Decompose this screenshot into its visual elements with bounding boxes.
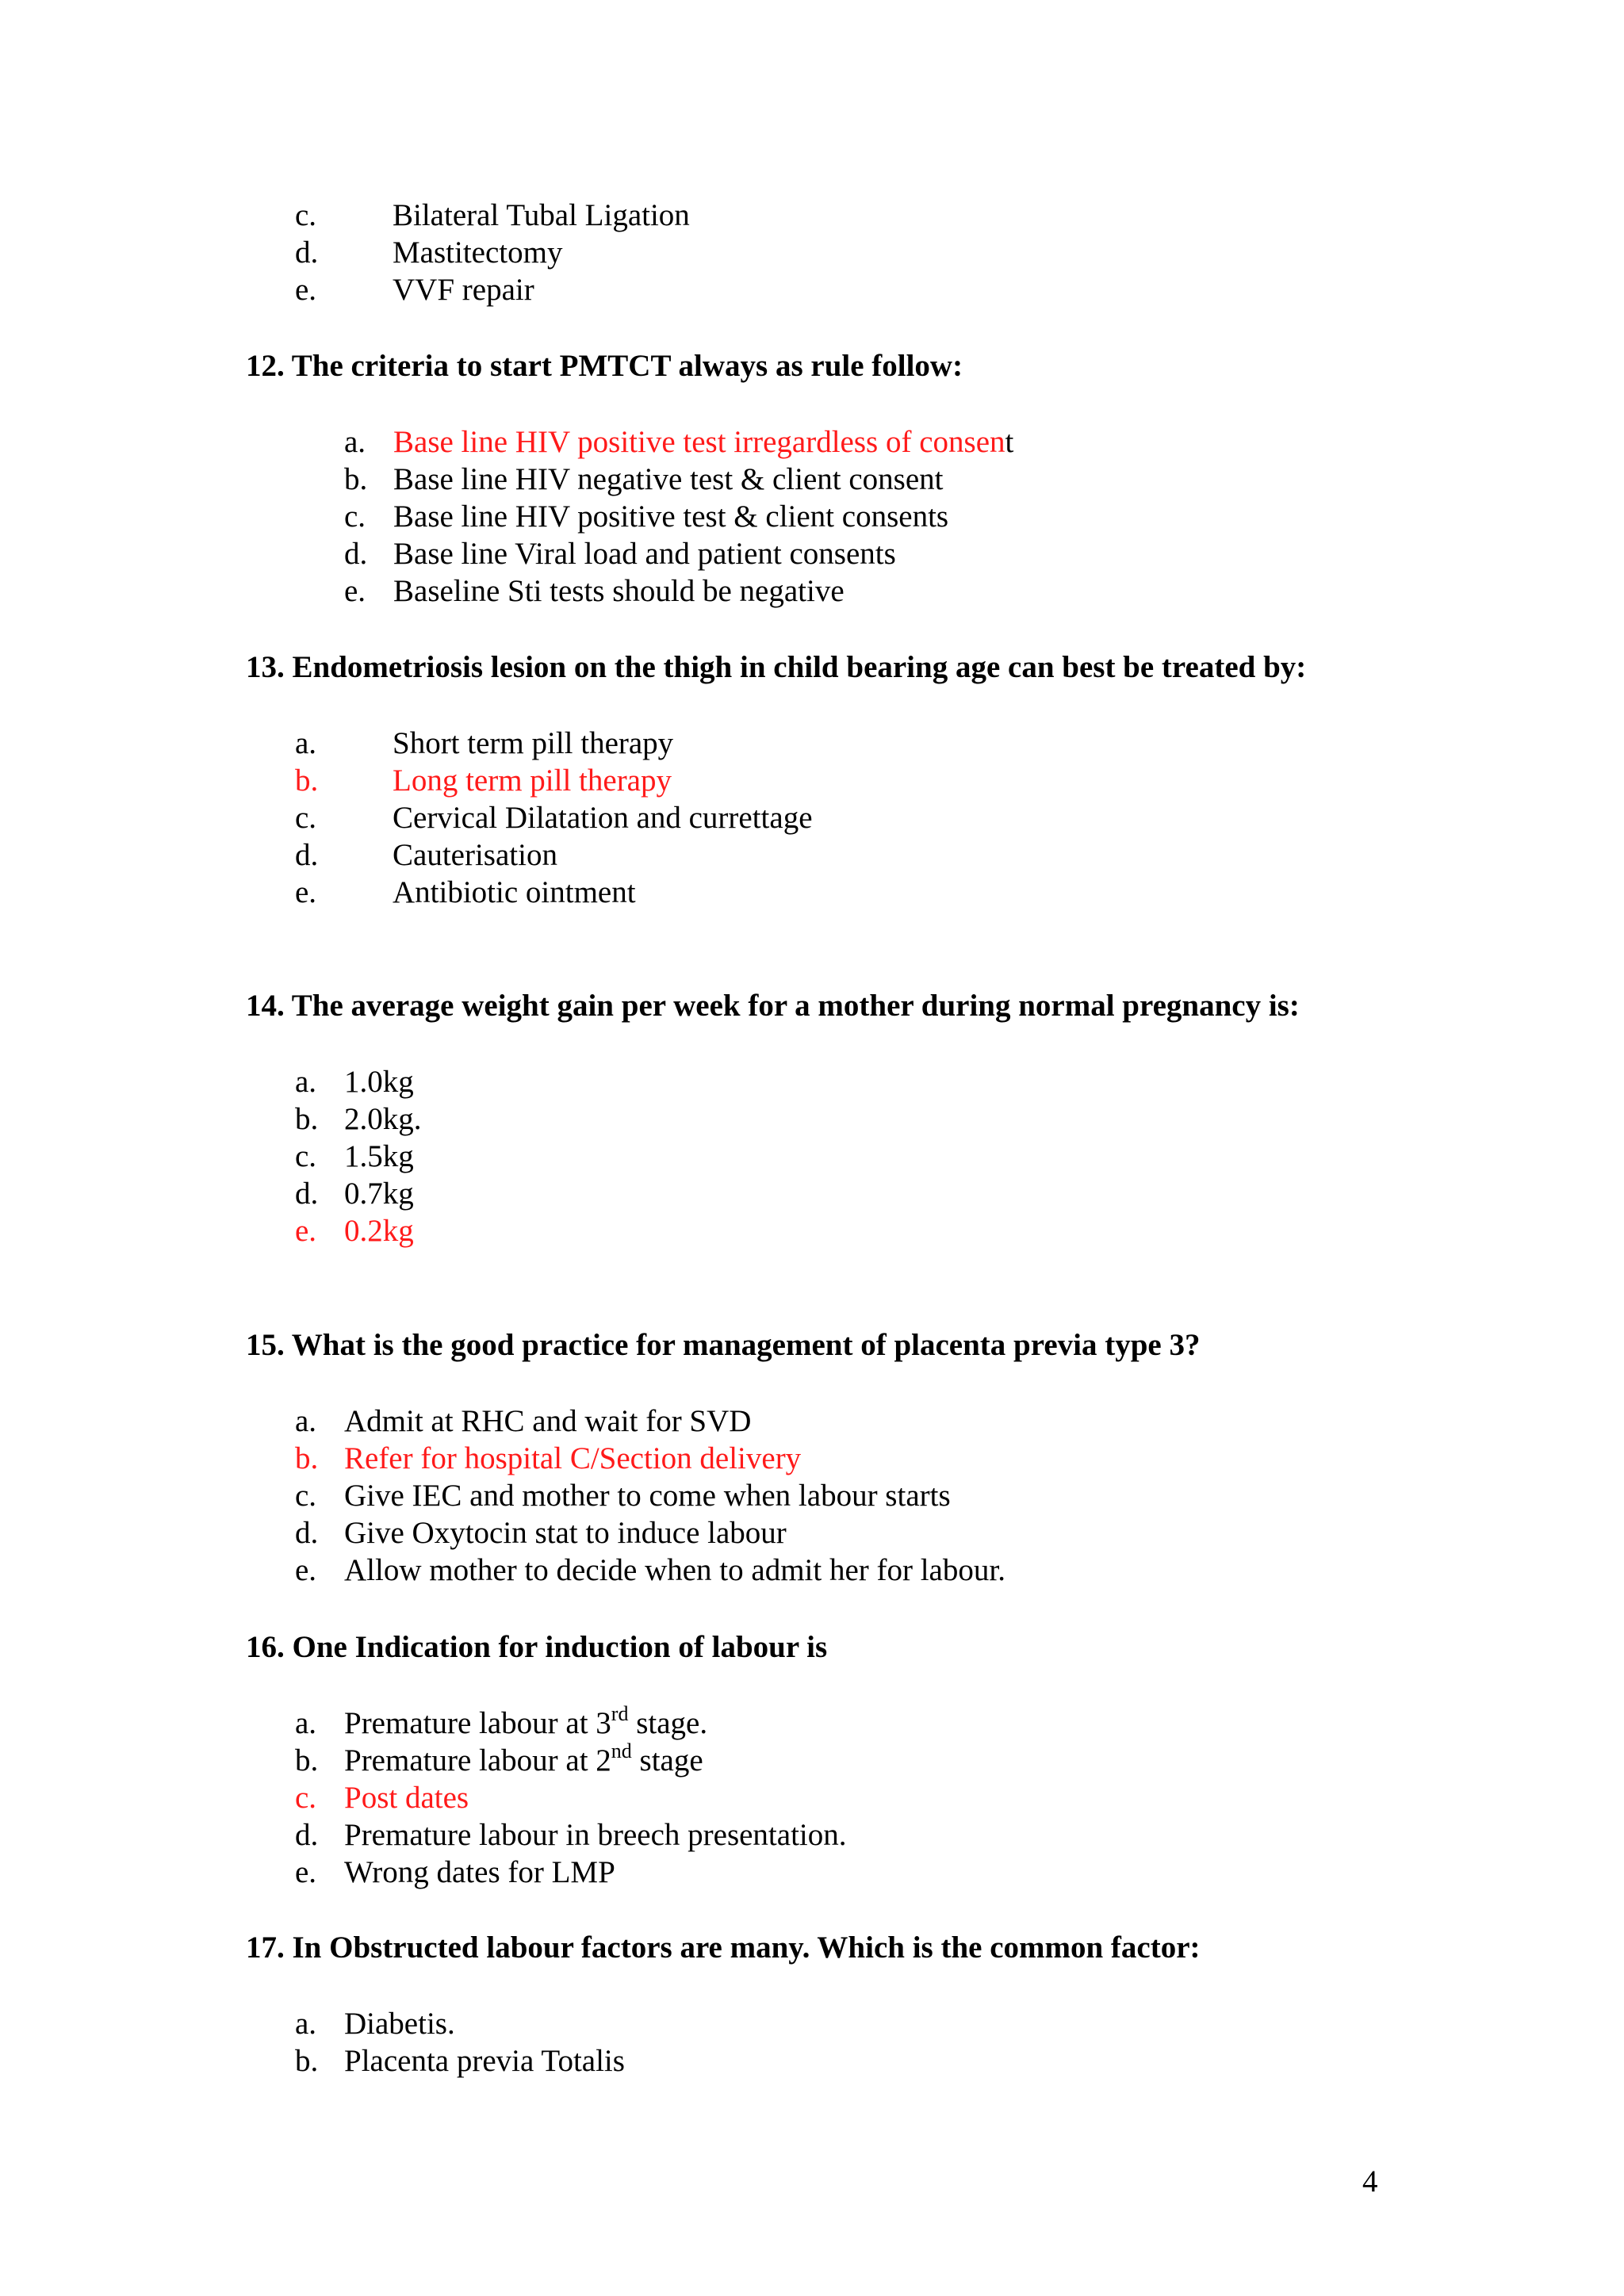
option-text: 2.0kg.	[344, 1102, 422, 1136]
question-14: 14. The average weight gain per week for a mother during normal pregnancy is:	[246, 989, 1300, 1023]
option-letter: c.	[295, 198, 317, 232]
option-letter: a.	[295, 1404, 317, 1438]
option-text: Base line HIV positive test & client consents	[393, 499, 949, 534]
option-text: Bilateral Tubal Ligation	[393, 198, 690, 232]
option-letter: a.	[295, 1065, 317, 1099]
option-letter: b.	[295, 763, 319, 798]
option-letter: c.	[295, 1139, 317, 1173]
question-12: 12. The criteria to start PMTCT always as rule follow:	[246, 349, 963, 383]
option-letter: a.	[344, 425, 366, 459]
option-text: VVF repair	[393, 273, 534, 307]
option-text: 1.5kg	[344, 1139, 414, 1173]
ordinal-suffix: rd	[611, 1702, 629, 1725]
option-letter: e.	[344, 574, 366, 608]
correct-answer-text: Base line HIV positive test irregardless of consen	[393, 425, 1005, 459]
question-13: 13. Endometriosis lesion on the thigh in child bearing age can best be treated by:	[246, 650, 1307, 684]
option-text: 0.7kg	[344, 1177, 414, 1211]
option-letter: b.	[295, 2044, 319, 2078]
option-letter: e.	[295, 1553, 317, 1587]
option-text-tail: stage.	[628, 1706, 708, 1740]
correct-answer-text: Long term pill therapy	[393, 763, 672, 798]
option-text: Cauterisation	[393, 838, 557, 872]
option-text-tail: t	[1005, 425, 1014, 459]
question-16: 16. One Indication for induction of labour is	[246, 1630, 828, 1664]
option-text: Allow mother to decide when to admit her for labour.	[344, 1553, 1005, 1587]
option-letter: d.	[295, 1177, 319, 1211]
correct-answer-text: 0.2kg	[344, 1214, 414, 1248]
option-letter: c.	[295, 801, 317, 835]
option-text: Premature labour in breech presentation.	[344, 1818, 847, 1852]
option-text: Base line Viral load and patient consents	[393, 537, 896, 571]
option-letter: b.	[295, 1441, 319, 1475]
option-letter: b.	[295, 1743, 319, 1777]
option-text: Give IEC and mother to come when labour starts	[344, 1479, 951, 1513]
option-text: Premature labour at 3	[344, 1706, 611, 1740]
option-letter: e.	[295, 1214, 317, 1248]
option-text: Mastitectomy	[393, 235, 563, 270]
option-letter: d.	[295, 1516, 319, 1550]
option-text-tail: stage	[631, 1743, 703, 1777]
option-letter: c.	[295, 1781, 317, 1815]
option-text: Wrong dates for LMP	[344, 1855, 615, 1889]
option-text: Give Oxytocin stat to induce labour	[344, 1516, 787, 1550]
option-text: Diabetis.	[344, 2007, 455, 2041]
option-letter: b.	[295, 1102, 319, 1136]
option-text: 1.0kg	[344, 1065, 414, 1099]
option-letter: b.	[344, 462, 368, 496]
option-text: Cervical Dilatation and currettage	[393, 801, 813, 835]
option-text: Base line HIV negative test & client consent	[393, 462, 944, 496]
option-text: Placenta previa Totalis	[344, 2044, 625, 2078]
page-number: 4	[1362, 2164, 1378, 2198]
ordinal-suffix: nd	[611, 1739, 632, 1762]
option-text: Baseline Sti tests should be negative	[393, 574, 845, 608]
correct-answer-text: Refer for hospital C/Section delivery	[344, 1441, 802, 1475]
option-letter: d.	[295, 1818, 319, 1852]
option-letter: e.	[295, 273, 317, 307]
question-15: 15. What is the good practice for management of placenta previa type 3?	[246, 1328, 1201, 1362]
option-text: Premature labour at 2	[344, 1743, 611, 1777]
option-letter: a.	[295, 2007, 317, 2041]
option-text: Admit at RHC and wait for SVD	[344, 1404, 752, 1438]
option-letter: c.	[344, 499, 366, 534]
option-text: Antibiotic ointment	[393, 875, 636, 909]
option-letter: a.	[295, 726, 317, 760]
option-letter: c.	[295, 1479, 317, 1513]
option-letter: e.	[295, 1855, 317, 1889]
option-text: Short term pill therapy	[393, 726, 674, 760]
option-letter: d.	[344, 537, 368, 571]
question-17: 17. In Obstructed labour factors are many. Which is the common factor:	[246, 1931, 1201, 1965]
correct-answer-text: Post dates	[344, 1781, 469, 1815]
option-letter: a.	[295, 1706, 317, 1740]
option-letter: d.	[295, 838, 319, 872]
option-letter: e.	[295, 875, 317, 909]
option-letter: d.	[295, 235, 319, 270]
